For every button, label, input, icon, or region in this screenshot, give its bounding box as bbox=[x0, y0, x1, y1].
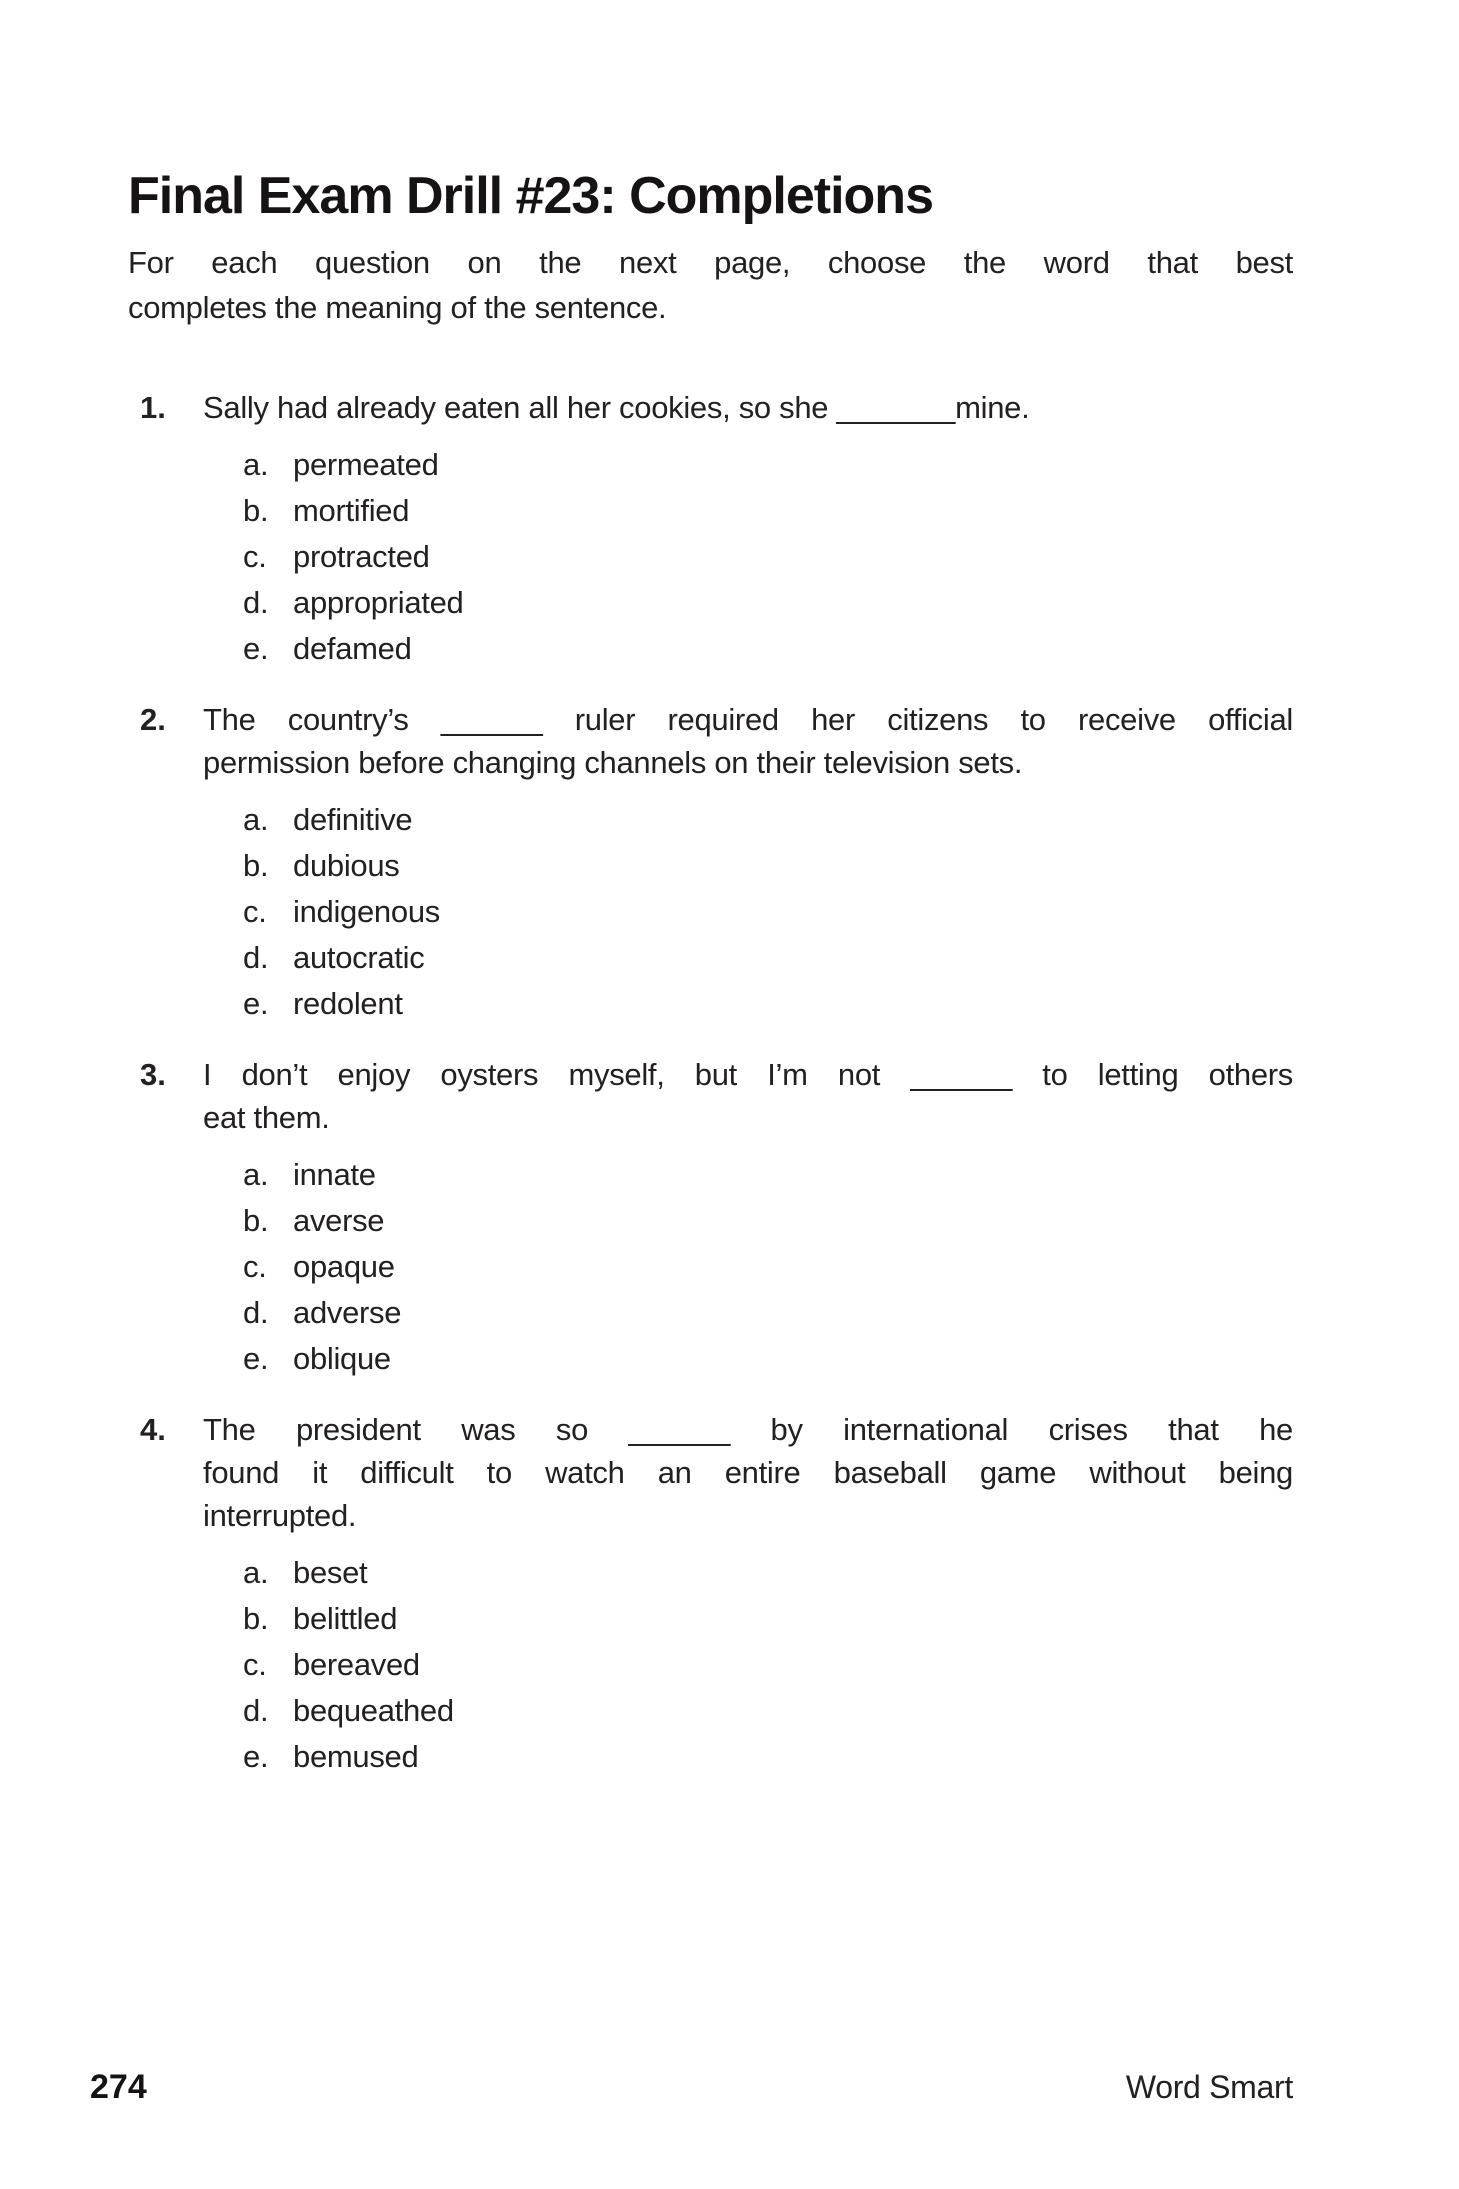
option-text: indigenous bbox=[293, 894, 440, 929]
option-row bbox=[203, 1596, 1293, 1642]
option-text: innate bbox=[293, 1157, 376, 1192]
option-text: bequeathed bbox=[293, 1693, 454, 1728]
option-row bbox=[203, 534, 1293, 580]
page-title: Final Exam Drill #23: Completions bbox=[128, 167, 933, 225]
option-row bbox=[203, 889, 1293, 935]
question-list bbox=[128, 386, 1293, 1780]
option-row bbox=[203, 442, 1293, 488]
question-text-line: Sally had already eaten all her cookies, so she _______mine. bbox=[203, 390, 1030, 425]
option-letter: c. bbox=[243, 539, 267, 574]
option-text: protracted bbox=[293, 539, 430, 574]
question-number: 1. bbox=[140, 390, 166, 425]
option-letter: c. bbox=[243, 1249, 267, 1284]
option-row bbox=[203, 1688, 1293, 1734]
option-row bbox=[203, 981, 1293, 1027]
option-row bbox=[203, 1336, 1293, 1382]
option-text: dubious bbox=[293, 848, 400, 883]
option-letter: a. bbox=[243, 802, 269, 837]
book-title: Word Smart bbox=[1125, 2069, 1293, 2105]
option-row bbox=[203, 488, 1293, 534]
option-list bbox=[203, 1152, 1293, 1382]
option-letter: d. bbox=[243, 1693, 269, 1728]
option-letter: c. bbox=[243, 1647, 267, 1682]
question-text-line: The president was so ______ by international crises that he bbox=[203, 1412, 1293, 1447]
question-body bbox=[203, 1053, 1293, 1382]
option-letter: a. bbox=[243, 1555, 269, 1590]
option-letter: b. bbox=[243, 848, 269, 883]
option-text: belittled bbox=[293, 1601, 398, 1636]
question-2 bbox=[128, 698, 1293, 1027]
option-text: adverse bbox=[293, 1295, 402, 1330]
option-row bbox=[203, 935, 1293, 981]
option-letter: e. bbox=[243, 1341, 269, 1376]
option-row bbox=[203, 1244, 1293, 1290]
option-row bbox=[203, 1198, 1293, 1244]
option-letter: c. bbox=[243, 894, 267, 929]
option-text: redolent bbox=[293, 986, 403, 1021]
question-1 bbox=[128, 386, 1293, 672]
option-row bbox=[203, 580, 1293, 626]
option-row bbox=[203, 1642, 1293, 1688]
question-3 bbox=[128, 1053, 1293, 1382]
option-row bbox=[203, 1290, 1293, 1336]
option-text: mortified bbox=[293, 493, 410, 528]
option-letter: b. bbox=[243, 1203, 269, 1238]
option-row bbox=[203, 843, 1293, 889]
option-row bbox=[203, 1550, 1293, 1596]
question-text-line: I don’t enjoy oysters myself, but I’m not ______ to letting others bbox=[203, 1057, 1293, 1092]
option-text: autocratic bbox=[293, 940, 425, 975]
option-list bbox=[203, 442, 1293, 672]
question-body bbox=[203, 698, 1293, 1027]
option-text: opaque bbox=[293, 1249, 395, 1284]
page-number: 274 bbox=[90, 2068, 147, 2106]
question-text-line: The country’s ______ ruler required her citizens to receive official bbox=[203, 702, 1293, 737]
option-row bbox=[203, 797, 1293, 843]
option-text: definitive bbox=[293, 802, 413, 837]
option-letter: d. bbox=[243, 585, 269, 620]
question-number: 3. bbox=[140, 1057, 166, 1092]
question-number: 4. bbox=[140, 1412, 166, 1447]
option-row bbox=[203, 626, 1293, 672]
option-text: beset bbox=[293, 1555, 368, 1590]
option-letter: d. bbox=[243, 940, 269, 975]
option-list bbox=[203, 797, 1293, 1027]
option-text: oblique bbox=[293, 1341, 391, 1376]
intro-paragraph bbox=[128, 240, 1293, 330]
option-letter: e. bbox=[243, 986, 269, 1021]
option-letter: e. bbox=[243, 631, 269, 666]
question-body bbox=[203, 1408, 1293, 1780]
option-letter: e. bbox=[243, 1739, 269, 1774]
option-letter: a. bbox=[243, 1157, 269, 1192]
option-letter: a. bbox=[243, 447, 269, 482]
question-text-line: interrupted. bbox=[203, 1498, 357, 1533]
question-text-line: permission before changing channels on their television sets. bbox=[203, 745, 1023, 780]
intro-line-1: For each question on the next page, choose the word that best bbox=[128, 245, 1293, 280]
option-row bbox=[203, 1734, 1293, 1780]
option-text: appropriated bbox=[293, 585, 464, 620]
question-4 bbox=[128, 1408, 1293, 1780]
option-text: averse bbox=[293, 1203, 385, 1238]
option-letter: b. bbox=[243, 493, 269, 528]
question-number: 2. bbox=[140, 702, 166, 737]
option-text: bereaved bbox=[293, 1647, 420, 1682]
page-footer bbox=[90, 2068, 1293, 2107]
question-text-line: eat them. bbox=[203, 1100, 330, 1135]
option-text: permeated bbox=[293, 447, 439, 482]
option-row bbox=[203, 1152, 1293, 1198]
question-text-line: found it difficult to watch an entire baseball game without being bbox=[203, 1455, 1293, 1490]
option-letter: b. bbox=[243, 1601, 269, 1636]
intro-line-2: completes the meaning of the sentence. bbox=[128, 290, 667, 325]
option-list bbox=[203, 1550, 1293, 1780]
option-text: bemused bbox=[293, 1739, 419, 1774]
option-letter: d. bbox=[243, 1295, 269, 1330]
page-content bbox=[128, 168, 1293, 1806]
option-text: defamed bbox=[293, 631, 412, 666]
question-body bbox=[203, 386, 1293, 672]
